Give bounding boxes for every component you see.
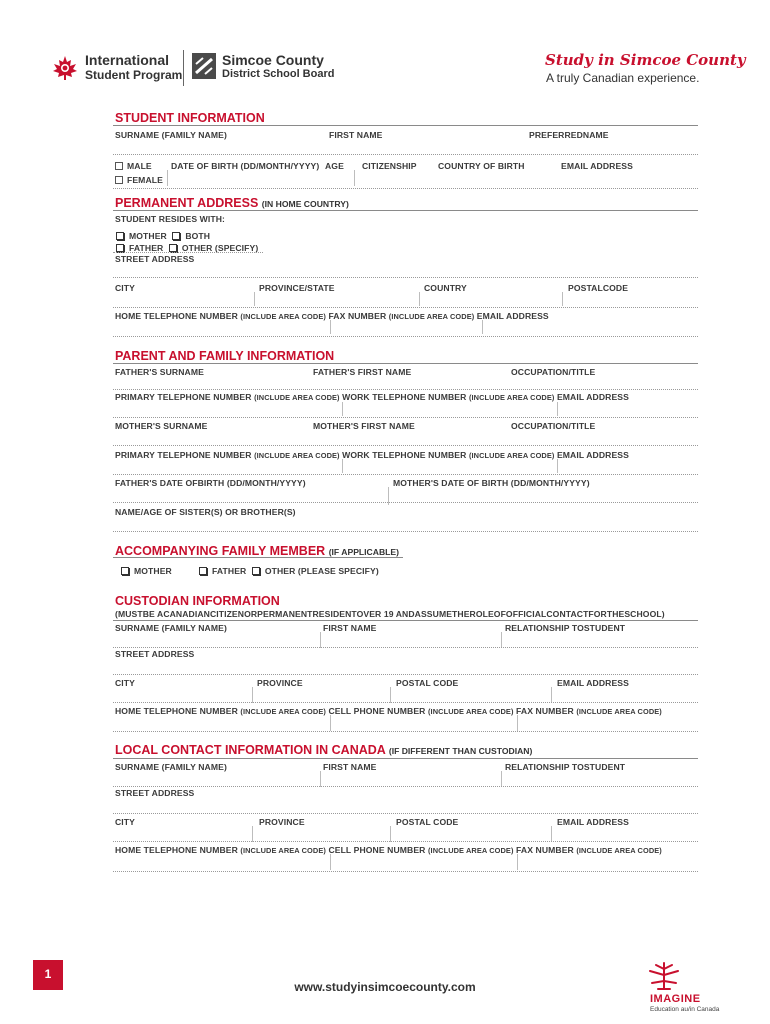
field-divider <box>562 292 563 306</box>
field-divider <box>517 854 518 870</box>
father-checkbox[interactable] <box>116 244 124 252</box>
page-number: 1 <box>44 967 52 981</box>
cust-province-label: PROVINCE <box>257 678 303 688</box>
mother-phone-row <box>115 450 629 460</box>
area-code-note: (INCLUDE AREA CODE) <box>254 393 340 402</box>
cust-street-label: STREET ADDRESS <box>115 649 195 659</box>
field-divider <box>517 715 518 731</box>
other-checkbox[interactable] <box>169 244 177 252</box>
field-line <box>113 531 698 532</box>
field-divider <box>342 459 343 473</box>
perm-city-label: CITY <box>115 283 135 293</box>
local-fax-label: FAX NUMBER <box>516 845 574 855</box>
section-rule <box>113 557 403 558</box>
mother-label: MOTHER <box>129 231 167 241</box>
field-line <box>113 474 698 475</box>
local-postal-label: POSTAL CODE <box>396 817 459 827</box>
mother-work-tel-label: WORK TELEPHONE NUMBER <box>342 450 467 460</box>
footer-website[interactable]: www.studyinsimcoecounty.com <box>294 980 476 994</box>
accompany-row <box>121 566 172 576</box>
local-city-label: CITY <box>115 817 135 827</box>
field-divider <box>390 826 391 842</box>
field-line <box>113 188 698 189</box>
field-divider <box>254 292 255 306</box>
perm-postal-label: POSTALCODE <box>568 283 629 293</box>
student-age-label: AGE <box>325 161 344 171</box>
permanent-title-sub: (IN HOME COUNTRY) <box>261 199 349 209</box>
cust-surname-label: SURNAME (FAMILY NAME) <box>115 623 227 633</box>
area-code-note: (INCLUDE AREA CODE) <box>427 846 514 855</box>
cust-city-label: CITY <box>115 678 135 688</box>
header <box>0 0 770 100</box>
male-checkbox[interactable] <box>115 162 123 170</box>
area-code-note: (INCLUDE AREA CODE) <box>254 451 340 460</box>
field-divider <box>330 715 331 731</box>
local-relationship-label: RELATIONSHIP TOSTUDENT <box>505 762 626 772</box>
mother-dob-label: MOTHER'S DATE OF BIRTH (DD/MONTH/YYYY) <box>393 478 590 488</box>
other-label: OTHER (SPECIFY) <box>181 243 259 253</box>
local-street-label: STREET ADDRESS <box>115 788 195 798</box>
section-rule <box>113 620 698 621</box>
mother-primary-tel-label: PRIMARY TELEPHONE NUMBER <box>115 450 252 460</box>
both-checkbox[interactable] <box>172 232 180 240</box>
permanent-title-text: PERMANENT ADDRESS <box>115 196 259 210</box>
local-home-tel-label: HOME TELEPHONE NUMBER <box>115 845 238 855</box>
cust-firstname-label: FIRST NAME <box>323 623 377 633</box>
mother-checkbox[interactable] <box>116 232 124 240</box>
local-cell-label: CELL PHONE NUMBER <box>328 845 426 855</box>
local-section-title <box>115 743 532 757</box>
field-divider <box>354 170 355 186</box>
section-rule <box>113 363 698 364</box>
mother-firstname-label: MOTHER'S FIRST NAME <box>313 421 415 431</box>
accompany-other-checkbox[interactable] <box>252 567 260 575</box>
field-line <box>113 674 698 675</box>
perm-fax-label: FAX NUMBER <box>328 311 387 321</box>
field-divider <box>501 632 502 648</box>
perm-email-label: EMAIL ADDRESS <box>476 311 549 321</box>
field-divider <box>557 402 558 416</box>
field-line <box>113 445 698 446</box>
both-label: BOTH <box>185 231 211 241</box>
father-primary-tel-label: PRIMARY TELEPHONE NUMBER <box>115 392 252 402</box>
field-divider <box>551 826 552 842</box>
father-surname-label: FATHER'S SURNAME <box>115 367 204 377</box>
father-firstname-label: FATHER'S FIRST NAME <box>313 367 412 377</box>
local-email-label: EMAIL ADDRESS <box>557 817 629 827</box>
custodian-section-title: CUSTODIAN INFORMATION <box>115 594 280 608</box>
field-divider <box>252 687 253 703</box>
tagline: A truly Canadian experience. <box>546 71 700 85</box>
cust-postal-label: POSTAL CODE <box>396 678 459 688</box>
field-line <box>113 841 698 842</box>
section-rule <box>113 758 698 759</box>
field-divider <box>342 402 343 416</box>
scdsb-logo-icon <box>192 53 216 79</box>
field-divider <box>252 826 253 842</box>
board-subtitle: District School Board <box>222 68 335 80</box>
field-line <box>113 336 698 337</box>
field-divider <box>390 687 391 703</box>
area-code-note: (INCLUDE AREA CODE) <box>388 312 475 321</box>
imagine-subtitle: Education au/in Canada <box>650 1006 720 1013</box>
mother-email-label: EMAIL ADDRESS <box>556 450 629 460</box>
male-label: MALE <box>127 161 152 171</box>
local-firstname-label: FIRST NAME <box>323 762 377 772</box>
isp-subtitle: Student Program <box>85 68 183 82</box>
local-province-label: PROVINCE <box>259 817 305 827</box>
field-line <box>113 731 698 732</box>
field-line <box>113 871 698 872</box>
tagline-script: Study in Simcoe County <box>545 51 746 69</box>
accompany-mother-checkbox[interactable] <box>121 567 129 575</box>
area-code-note: (INCLUDE AREA CODE) <box>468 393 555 402</box>
field-line <box>113 307 698 308</box>
father-occupation-label: OCCUPATION/TITLE <box>511 367 596 377</box>
accompany-father-checkbox[interactable] <box>199 567 207 575</box>
cust-phone-row <box>115 706 662 716</box>
area-code-note: (INCLUDE AREA CODE) <box>427 707 514 716</box>
female-checkbox-row[interactable] <box>115 175 163 185</box>
field-divider <box>320 632 321 648</box>
maple-leaf-icon <box>52 55 78 81</box>
accompany-title-sub: (IF APPLICABLE) <box>328 547 400 557</box>
field-divider <box>551 687 552 703</box>
field-divider <box>330 854 331 870</box>
field-divider <box>330 320 331 334</box>
field-line <box>113 786 698 787</box>
father-email-label: EMAIL ADDRESS <box>556 392 629 402</box>
field-line <box>113 813 698 814</box>
student-citizenship-label: CITIZENSHIP <box>362 161 417 171</box>
student-title-text: STUDENT INFORMATION <box>115 111 265 125</box>
section-rule <box>113 125 698 126</box>
siblings-label: NAME/AGE OF SISTER(S) OR BROTHER(S) <box>115 507 296 517</box>
student-section-title <box>115 111 265 125</box>
field-line <box>113 389 698 390</box>
field-line <box>113 502 698 503</box>
field-divider <box>501 771 502 787</box>
mother-surname-label: MOTHER'S SURNAME <box>115 421 208 431</box>
perm-phone-row <box>115 311 549 321</box>
cust-relationship-label: RELATIONSHIP TOSTUDENT <box>505 623 626 633</box>
accompany-father-label: FATHER <box>212 566 247 576</box>
accompany-title-text: ACCOMPANYING FAMILY MEMBER <box>115 544 326 558</box>
perm-country-label: COUNTRY <box>424 283 467 293</box>
student-email-label: EMAIL ADDRESS <box>561 161 633 171</box>
student-country-birth-label: COUNTRY OF BIRTH <box>438 161 525 171</box>
field-line <box>113 277 698 278</box>
imagine-wordmark: IMAGINE <box>650 993 701 1005</box>
cust-home-tel-label: HOME TELEPHONE NUMBER <box>115 706 238 716</box>
mother-occupation-label: OCCUPATION/TITLE <box>511 421 596 431</box>
female-label: FEMALE <box>127 175 163 185</box>
field-divider <box>482 320 483 334</box>
accompany-mother-label: MOTHER <box>134 566 172 576</box>
area-code-note: (INCLUDE AREA CODE) <box>468 451 555 460</box>
field-line <box>113 154 698 155</box>
field-line <box>113 702 698 703</box>
field-line <box>113 252 263 253</box>
father-label: FATHER <box>129 243 164 253</box>
perm-street-label: STREET ADDRESS <box>115 254 195 264</box>
board-title: Simcoe County <box>222 52 324 68</box>
accompany-row-2 <box>199 566 379 576</box>
area-code-note: (INCLUDE AREA CODE) <box>240 846 326 855</box>
permanent-section-title <box>115 196 349 210</box>
father-work-tel-label: WORK TELEPHONE NUMBER <box>342 392 467 402</box>
cust-email-label: EMAIL ADDRESS <box>557 678 629 688</box>
student-firstname-label: FIRST NAME <box>329 130 383 140</box>
cust-cell-label: CELL PHONE NUMBER <box>328 706 426 716</box>
male-checkbox-row[interactable] <box>115 161 152 171</box>
accompany-section-title <box>115 544 399 558</box>
father-phone-row <box>115 392 629 402</box>
perm-home-tel-label: HOME TELEPHONE NUMBER <box>115 311 238 321</box>
female-checkbox[interactable] <box>115 176 123 184</box>
local-phone-row <box>115 845 662 855</box>
section-rule <box>113 210 698 211</box>
imagine-maple-icon <box>644 961 684 993</box>
resides-with-label: STUDENT RESIDES WITH: <box>115 214 226 224</box>
isp-title: International <box>85 52 170 68</box>
accompany-other-label: OTHER (PLEASE SPECIFY) <box>264 566 379 576</box>
field-line <box>113 417 698 418</box>
cust-fax-label: FAX NUMBER <box>516 706 574 716</box>
field-divider <box>167 170 168 186</box>
field-line <box>113 647 698 648</box>
local-surname-label: SURNAME (FAMILY NAME) <box>115 762 227 772</box>
area-code-note: (INCLUDE AREA CODE) <box>576 707 662 716</box>
father-dob-label: FATHER'S DATE OFBIRTH (DD/MONTH/YYYY) <box>115 478 306 488</box>
custodian-note: (MUSTBE ACANADIANCITIZENORPERMANENTRESIDENTOVER 19 ANDASSUMETHEROLEOFOFFICIALCONTACTFORTHESCHOOL) <box>115 609 665 619</box>
parent-section-title: PARENT AND FAMILY INFORMATION <box>115 349 335 363</box>
student-surname-label: SURNAME (FAMILY NAME) <box>115 130 227 140</box>
header-divider <box>183 50 184 86</box>
student-dob-label: DATE OF BIRTH (DD/MONTH/YYYY) <box>171 161 320 171</box>
local-title-text: LOCAL CONTACT INFORMATION IN CANADA <box>115 743 386 757</box>
local-title-sub: (IF DIFFERENT THAN CUSTODIAN) <box>388 746 533 756</box>
field-divider <box>320 771 321 787</box>
field-divider <box>557 459 558 473</box>
student-preferredname-label: PREFERREDNAME <box>529 130 609 140</box>
area-code-note: (INCLUDE AREA CODE) <box>576 846 662 855</box>
area-code-note: (INCLUDE AREA CODE) <box>240 312 326 321</box>
field-divider <box>419 292 420 306</box>
area-code-note: (INCLUDE AREA CODE) <box>240 707 326 716</box>
perm-province-label: PROVINCE/STATE <box>259 283 335 293</box>
resides-row-1 <box>116 231 210 241</box>
